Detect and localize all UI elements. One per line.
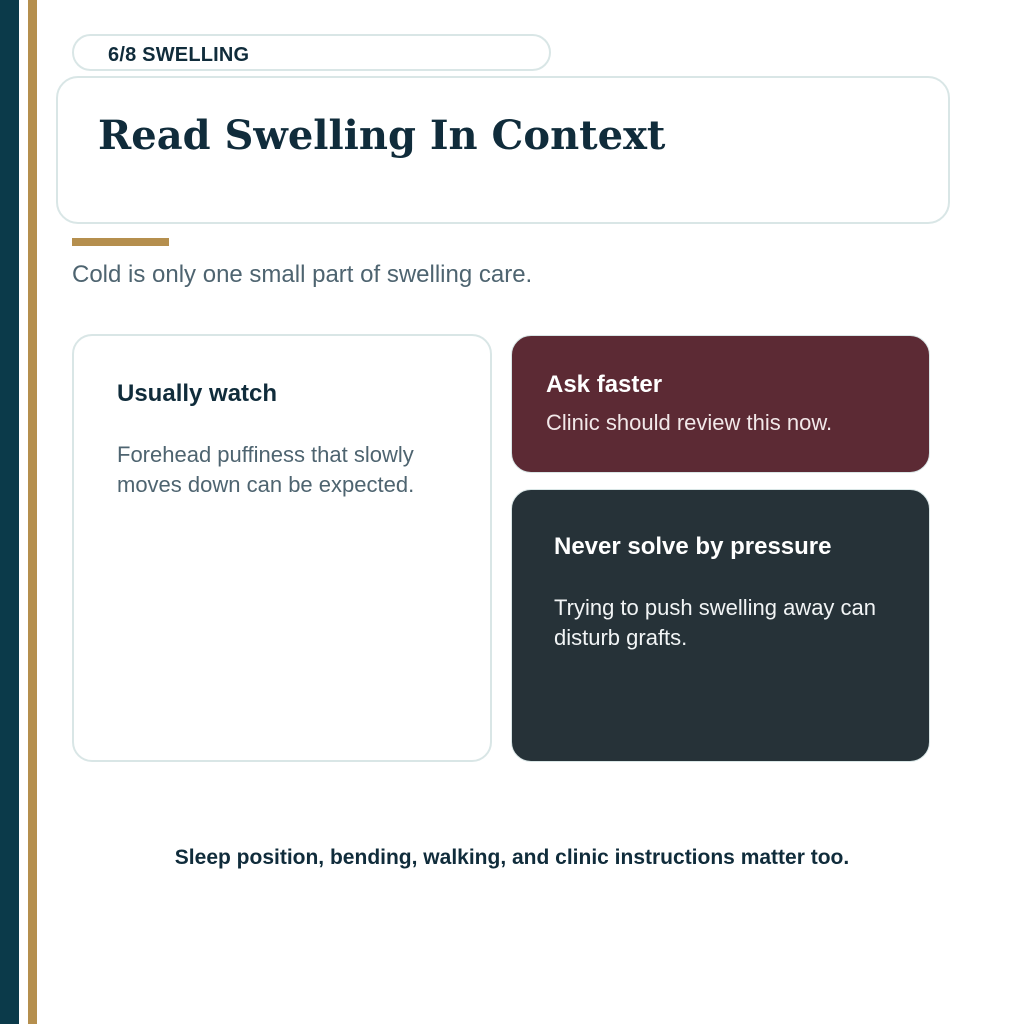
left-gold-rule [28,0,37,1024]
usually-watch-title: Usually watch [117,380,278,407]
footer-note: Sleep position, bending, walking, and clinic instructions matter too. [174,846,850,869]
ask-faster-body: Clinic should review this now. [546,410,833,435]
step-label: 6/8 SWELLING [108,44,250,66]
never-pressure-card [511,489,930,762]
accent-divider [72,238,169,246]
ask-faster-title: Ask faster [546,371,663,398]
never-pressure-body: Trying to push swelling away can disturb grafts. [554,595,877,650]
step-indicator [72,34,551,71]
page-subtitle: Cold is only one small part of swelling care. [72,261,533,288]
left-edge-bar [0,0,19,1024]
ask-faster-card [511,335,930,473]
page-title: Read Swelling In Context [98,112,666,159]
never-pressure-title: Never solve by pressure [554,533,832,560]
title-card [56,76,950,224]
usually-watch-body: Forehead puffiness that slowly moves down can be expected. [117,442,415,497]
usually-watch-card [72,334,492,762]
